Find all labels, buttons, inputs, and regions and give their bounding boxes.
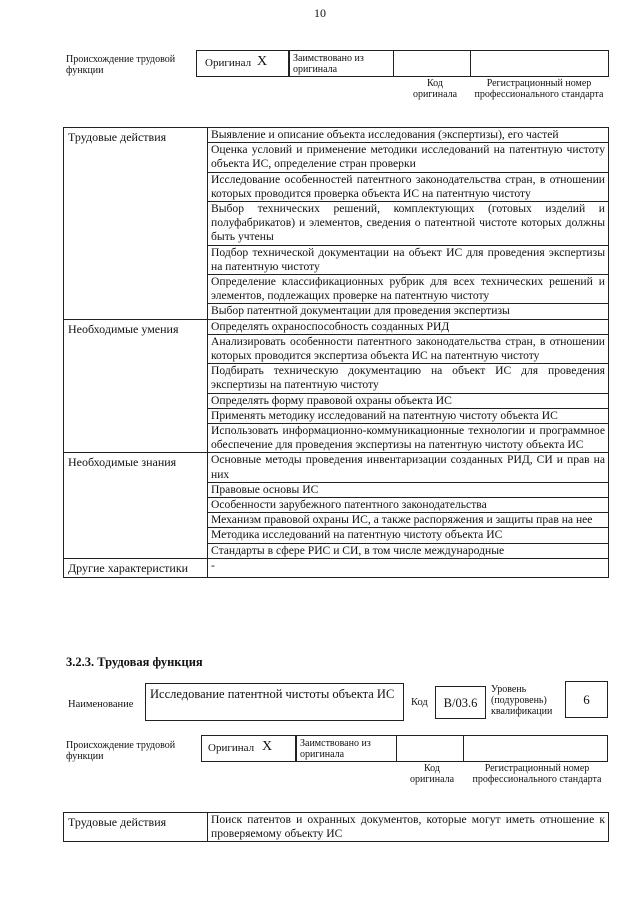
page-number: 10	[314, 6, 326, 20]
code-caption: Код оригинала	[409, 763, 455, 785]
level-value: 6	[583, 692, 590, 707]
code-box	[435, 686, 486, 719]
competency-table-2	[63, 812, 609, 842]
row-group-label: Другие характеристики	[64, 558, 208, 577]
origin-label: Происхождение трудовой функции	[66, 740, 176, 762]
row-item: Исследование особенностей патентного законодательства стран, в отношении которых проводится проверка объекта ИС на патентную чистоту	[208, 172, 609, 201]
level-box	[565, 681, 608, 718]
row-item: Подбор технической документации на объект ИС для проведения экспертизы на патентную чистоту	[208, 245, 609, 274]
row-item: Определять охраноспособность созданных РИД	[208, 319, 609, 334]
reg-caption: Регистрационный номер профессионального стандарта	[474, 78, 604, 100]
original-mark: X	[257, 54, 268, 69]
reg-caption: Регистрационный номер профессионального стандарта	[472, 763, 602, 785]
original-code-box	[393, 50, 471, 77]
row-item: Правовые основы ИС	[208, 482, 609, 497]
original-box	[201, 735, 296, 762]
row-item: Основные методы проведения инвентаризации созданных РИД, СИ и прав на них	[208, 453, 609, 482]
row-group-label: Необходимые умения	[64, 319, 208, 453]
row-item: Оценка условий и применение методики исследований на патентную чистоту объекта ИС, определение стран проверки	[208, 143, 609, 172]
row-item: Стандарты в сфере РИС и СИ, в том числе международные	[208, 543, 609, 558]
row-item: Методика исследований на патентную чистоту объекта ИС	[208, 528, 609, 543]
row-item: Выбор технических решений, комплектующих (готовых изделий и полуфабрикатов) и элементов, сведения о патентной чистоте которых должны быть учтены	[208, 202, 609, 246]
original-mark: X	[262, 739, 273, 754]
table-row	[64, 558, 609, 577]
original-box	[196, 50, 289, 77]
row-item: Использовать информационно-коммуникационные технологии и программное обеспечение для проведения экспертизы на патентную чистоту объекта ИС	[208, 424, 609, 453]
code-caption: Код оригинала	[412, 78, 458, 100]
name-box	[145, 683, 404, 721]
table-row	[64, 813, 609, 842]
row-item: Применять методику исследований на патентную чистоту объекта ИС	[208, 408, 609, 423]
level-label: Уровень (подуровень) квалификации	[491, 684, 553, 717]
row-item: Определение классификационных рубрик для всех технических решений и элементов, подлежащих проверке на патентную чистоту	[208, 275, 609, 304]
reg-number-box	[464, 735, 608, 762]
name-value: Исследование патентной чистоты объекта ИС	[150, 687, 395, 701]
code-value: B/03.6	[443, 696, 478, 710]
borrowed-label: Заимствовано из оригинала	[300, 738, 371, 760]
section-title: 3.2.3. Трудовая функция	[66, 655, 203, 669]
name-label: Наименование	[68, 699, 134, 710]
reg-number-box	[471, 50, 609, 77]
original-code-box	[396, 735, 464, 762]
competency-table	[63, 127, 609, 578]
row-item: Механизм правовой охраны ИС, а также распоряжения и защиты прав на нее	[208, 513, 609, 528]
origin-label: Происхождение трудовой функции	[66, 54, 176, 76]
row-group-label: Трудовые действия	[64, 128, 208, 320]
table-row	[64, 453, 609, 482]
row-item: Подбирать техническую документацию на объект ИС для проведения экспертизы на патентную чистоту	[208, 364, 609, 393]
table-row	[64, 319, 609, 334]
row-item: -	[208, 558, 609, 577]
row-item: Особенности зарубежного патентного законодательства	[208, 498, 609, 513]
row-item: Выявление и описание объекта исследования (экспертизы), его частей	[208, 128, 609, 143]
row-item: Анализировать особенности патентного законодательства стран, в отношении которых проводится экспертиза объекта ИС на патентную чистоту	[208, 334, 609, 363]
borrowed-label: Заимствовано из оригинала	[293, 53, 364, 75]
borrowed-box	[289, 50, 393, 77]
row-group-label: Необходимые знания	[64, 453, 208, 558]
borrowed-box	[296, 735, 396, 762]
row-item: Определять форму правовой охраны объекта ИС	[208, 393, 609, 408]
code-label: Код	[411, 697, 428, 708]
row-group-label: Трудовые действия	[64, 813, 208, 842]
row-item: Поиск патентов и охранных документов, которые могут иметь отношение к проверяемому объекту ИС	[208, 813, 609, 842]
original-label: Оригинал	[205, 57, 252, 69]
original-label: Оригинал	[208, 742, 255, 754]
table-row	[64, 128, 609, 143]
row-item: Выбор патентной документации для проведения экспертизы	[208, 304, 609, 319]
